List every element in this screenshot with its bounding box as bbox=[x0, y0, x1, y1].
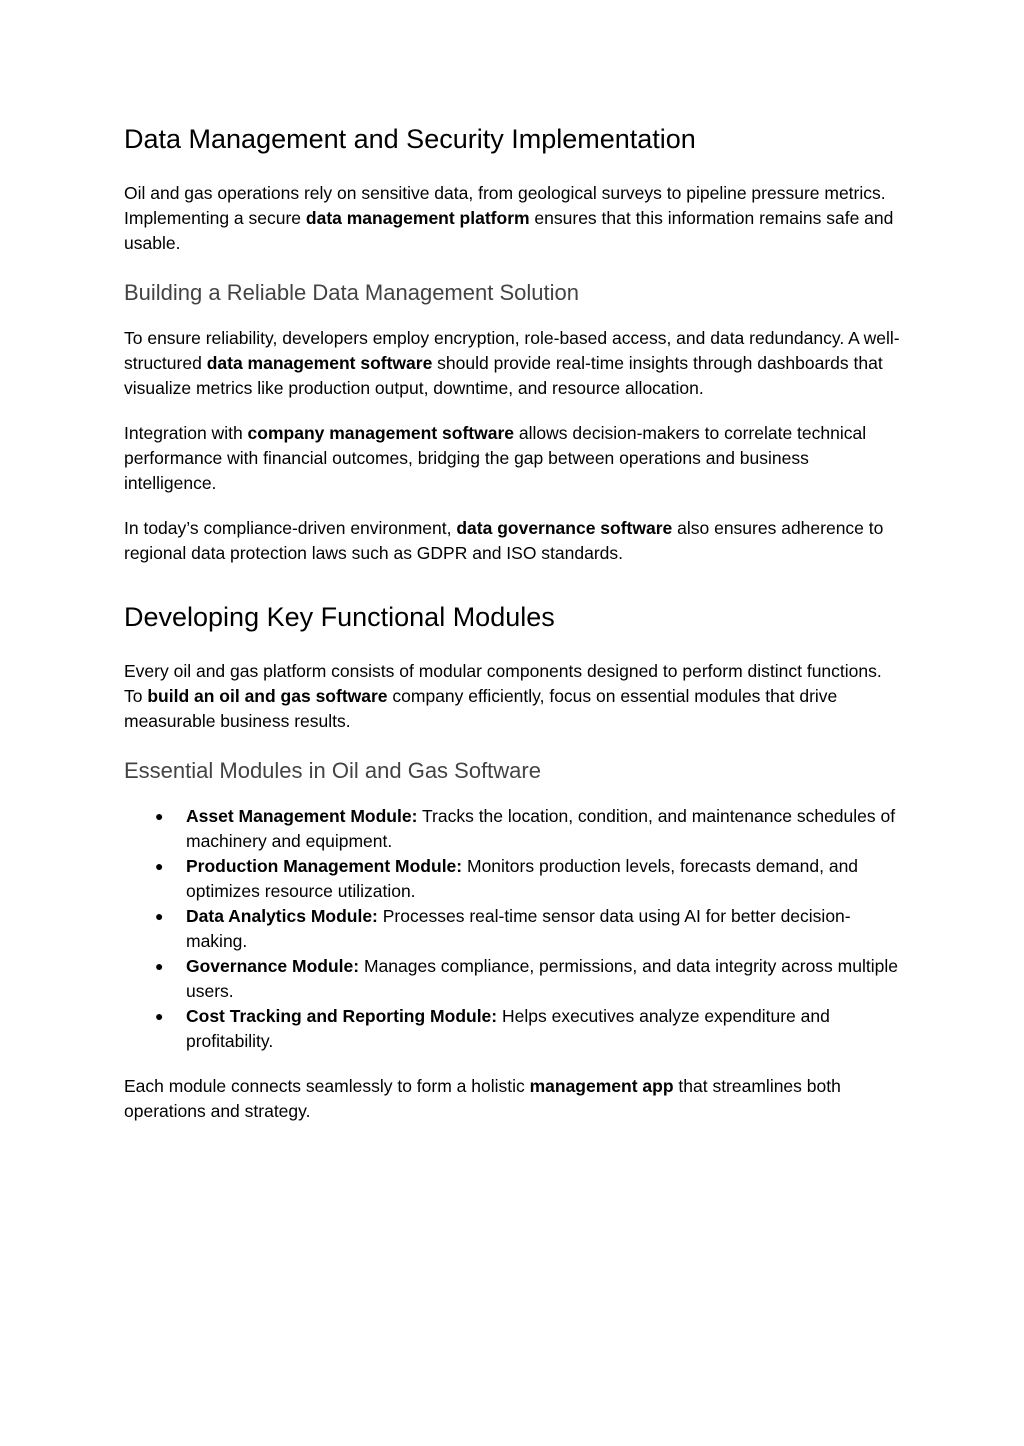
list-item: ● Production Management Module: Monitors production levels, forecasts demand, and optimizes resource utilization. bbox=[155, 856, 859, 901]
paragraph-data-management-intro: Oil and gas operations rely on sensitive data, from geological surveys to pipeline pressure metrics. Implementing a secure data management platform ensures that this information remains safe and usable. bbox=[124, 183, 894, 253]
bullet-icon: ● bbox=[155, 808, 164, 824]
paragraph-modules-intro: Every oil and gas platform consists of modular components designed to perform distinct functions. To build an oil and gas software company efficiently, focus on essential modules that drive measurable business results. bbox=[124, 661, 882, 731]
list-item: ● Governance Module: Manages compliance, permissions, and data integrity across multiple users. bbox=[155, 956, 898, 1001]
keyword-management-app: management app bbox=[529, 1076, 674, 1096]
bullet-icon: ● bbox=[155, 908, 164, 924]
paragraph-modules-outro: Each module connects seamlessly to form a holistic management app that streamlines both operations and strategy. bbox=[124, 1076, 841, 1121]
subheading-reliable-solution: Building a Reliable Data Management Solution bbox=[124, 280, 579, 305]
list-item: ● Cost Tracking and Reporting Module: Helps executives analyze expenditure and profitability. bbox=[155, 1006, 830, 1051]
keyword-build-oil-gas-software: build an oil and gas software bbox=[147, 686, 388, 706]
bullet-icon: ● bbox=[155, 958, 164, 974]
list-item: ● Data Analytics Module: Processes real-time sensor data using AI for better decision-making. bbox=[155, 906, 851, 951]
keyword-data-management-platform: data management platform bbox=[305, 208, 530, 228]
section-heading-functional-modules: Developing Key Functional Modules bbox=[124, 602, 555, 632]
keyword-data-governance-software: data governance software bbox=[456, 518, 673, 538]
section-heading-data-management: Data Management and Security Implementation bbox=[124, 124, 696, 154]
paragraph-integration: Integration with company management software allows decision-makers to correlate technical performance with financial outcomes, bridging the gap between operations and business intelligence. bbox=[124, 423, 867, 493]
modules-list bbox=[124, 804, 904, 1054]
subheading-essential-modules: Essential Modules in Oil and Gas Software bbox=[124, 758, 541, 783]
bullet-icon: ● bbox=[155, 1008, 164, 1024]
paragraph-reliability: To ensure reliability, developers employ encryption, role-based access, and data redundancy. A well-structured data management software should provide real-time insights through dashboards that visualize metrics like production output, downtime, and resource allocation. bbox=[124, 328, 900, 398]
keyword-data-management-software: data management software bbox=[206, 353, 433, 373]
bullet-icon: ● bbox=[155, 858, 164, 874]
keyword-company-management-software: company management software bbox=[247, 423, 515, 443]
list-item: ● Asset Management Module: Tracks the location, condition, and maintenance schedules of machinery and equipment. bbox=[155, 806, 896, 851]
paragraph-compliance: In today’s compliance-driven environment, data governance software also ensures adherence to regional data protection laws such as GDPR and ISO standards. bbox=[124, 518, 884, 563]
